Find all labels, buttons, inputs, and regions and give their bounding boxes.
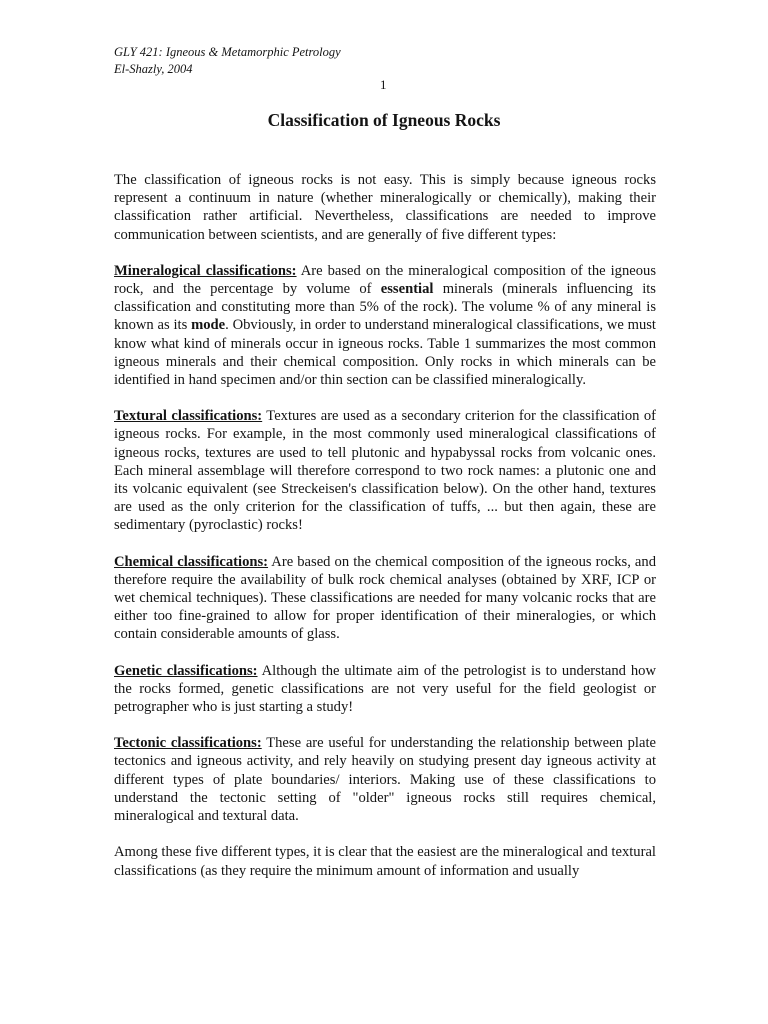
mineralogical-text-1: Are based on the mineralogical composition of the igneous rock, and the percentage by volume of: [114, 262, 656, 298]
chemical-text: Are based on the chemical composition of the igneous rocks, and therefore require the availability of bulk rock chemical analyses (obtained by XRF, ICP or wet chemical techniques). These classifications are needed for many volcanic rocks that are either too fine-grained to allow for proper identification of their mineralogies, or which contain considerable amounts of glass.: [114, 553, 656, 643]
page-header: [114, 44, 341, 78]
document-title: Classification of Igneous Rocks: [267, 110, 501, 130]
mineralogical-text-3: . Obviously, in order to understand mineralogical classifications, we must know what kind of minerals occur in igneous rocks. Table 1 summarizes the most common igneous minerals and their chemical composition. Only rocks in which minerals can be identified in hand specimen and/or thin section can be classified mineralogically.: [114, 317, 656, 389]
chemical-heading: Chemical classifications:: [114, 553, 269, 570]
genetic-paragraph: [114, 662, 656, 717]
author-year: El-Shazly, 2004: [114, 62, 193, 76]
intro-paragraph: The classification of igneous rocks is not easy. This is simply because igneous rocks represent a continuum in nature (whether mineralogically or chemically), making their classification rather artificial. Nevertheless, classifications are needed to improve communication between scientists, and are generally of five different types:: [114, 172, 656, 243]
genetic-text: Although the ultimate aim of the petrologist is to understand how the rocks formed, genetic classifications are not very useful for the field geologist or petrographer who is just starting a study!: [114, 662, 657, 716]
textural-text: Textures are used as a secondary criterion for the classification of igneous rocks. For example, in the most commonly used mineralogical classifications of igneous rocks, textures are used to tell plutonic and hypabyssal rocks from volcanic ones. Each mineral assemblage will therefore correspond to two rock names: a plutonic one and its volcanic equivalent (see Streckeisen's classification below). On the other hand, textures are used as the only criterion for the classification of tuffs, ... but then again, these are sedimentary (pyroclastic) rocks!: [114, 408, 657, 534]
mode-term: mode: [191, 317, 226, 334]
course-title: GLY 421: Igneous & Metamorphic Petrology: [114, 45, 341, 59]
page-number: 1: [380, 77, 387, 92]
mineralogical-text-2: minerals (minerals influencing its classification and constituting more than 5% of the rock). The volume % of any mineral is known as its: [114, 281, 656, 334]
textural-heading: Textural classifications:: [114, 408, 263, 425]
mineralogical-paragraph: [114, 262, 656, 389]
essential-term: essential: [380, 281, 434, 298]
tectonic-heading: Tectonic classifications:: [114, 735, 262, 752]
mineralogical-heading: Mineralogical classifications:: [114, 262, 297, 279]
chemical-paragraph: [114, 553, 656, 644]
textural-paragraph: [114, 407, 656, 534]
closing-paragraph: Among these five different types, it is clear that the easiest are the mineralogical and textural classifications (as they require the minimum amount of information and usually: [114, 844, 656, 879]
document-body: [114, 171, 656, 880]
tectonic-paragraph: [114, 734, 656, 825]
genetic-heading: Genetic classifications:: [114, 662, 258, 679]
tectonic-text: These are useful for understanding the relationship between plate tectonics and igneous activity, and rely heavily on studying present day igneous activity at different types of plate boundaries/ interiors. Making use of these classifications to understand the tectonic setting of "older" igneous rocks still requires chemical, mineralogical and textural data.: [114, 735, 656, 825]
